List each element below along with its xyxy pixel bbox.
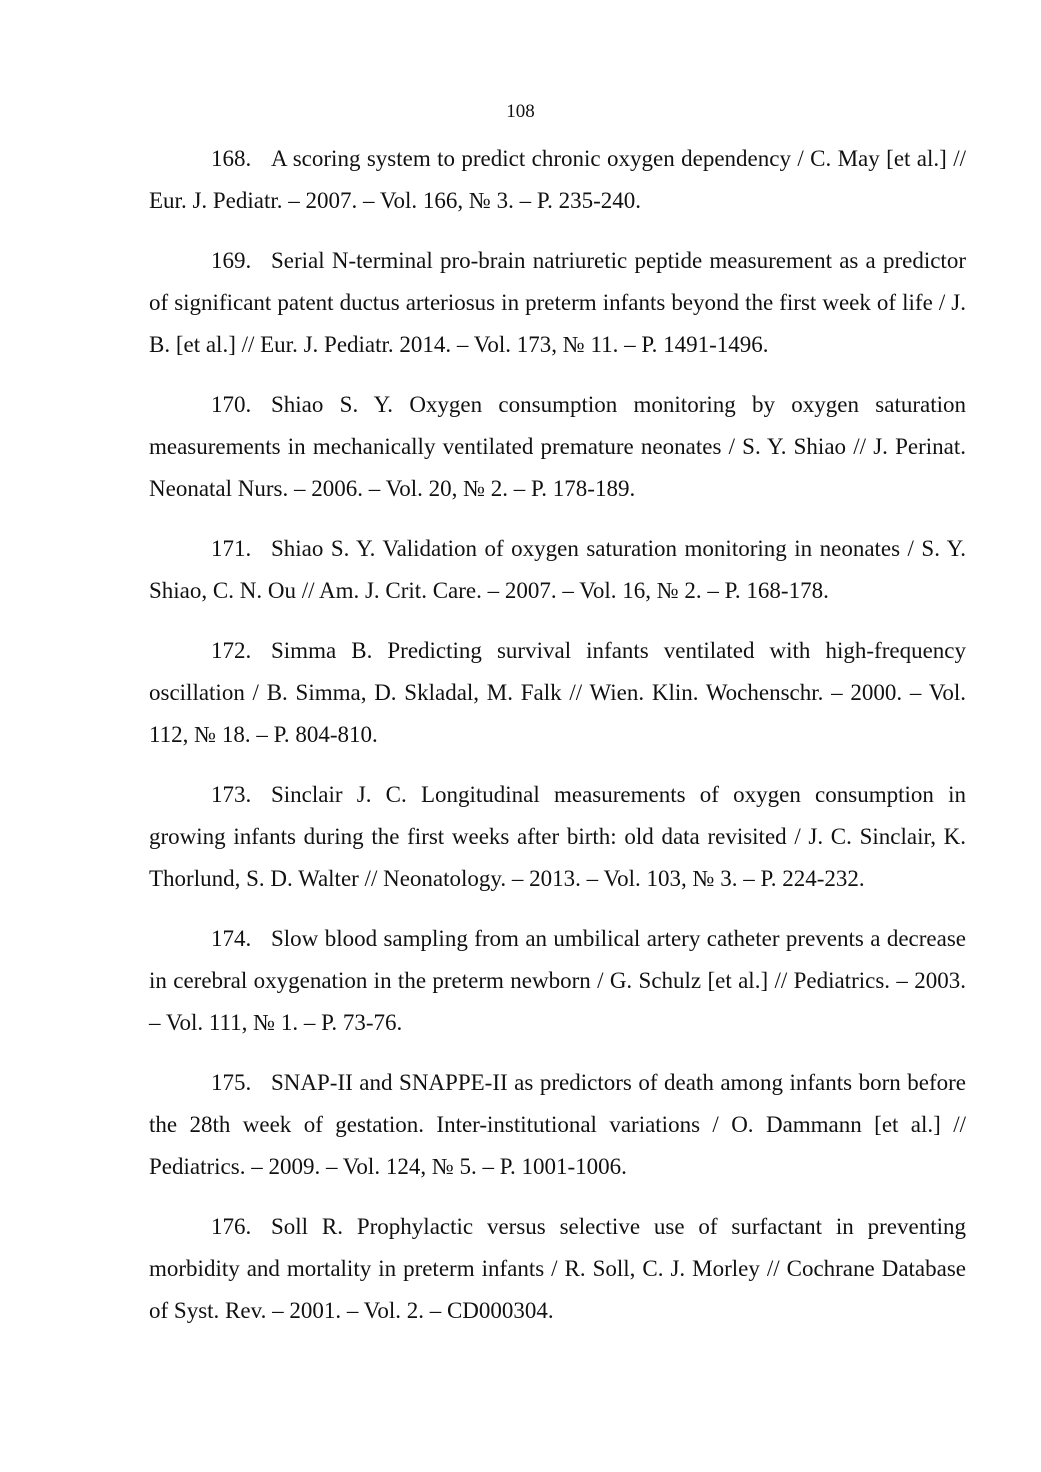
reference-number: 169. xyxy=(211,248,252,273)
reference-number: 175. xyxy=(211,1070,252,1095)
reference-entry xyxy=(149,918,966,1044)
reference-list xyxy=(149,138,966,1350)
page-number: 108 xyxy=(506,101,535,122)
reference-entry xyxy=(149,774,966,900)
reference-number: 174. xyxy=(211,926,252,951)
reference-number: 173. xyxy=(211,782,252,807)
reference-entry xyxy=(149,1206,966,1332)
reference-entry xyxy=(149,1062,966,1188)
reference-text: SNAP-II and SNAPPE-II as predictors of death among infants born before the 28th week of gestation. Inter-institutional variations / O. Dammann [et al.] // Pediatrics. – 2009. – Vol. 124, № 5. – P. 1001-1006. xyxy=(149,1070,966,1179)
reference-text: Soll R. Prophylactic versus selective use of surfactant in preventing morbidity and mortality in preterm infants / R. Soll, C. J. Morley // Cochrane Database of Syst. Rev. – 2001. – Vol. 2. – CD000304. xyxy=(149,1214,966,1323)
reference-text: Sinclair J. C. Longitudinal measurements of oxygen consumption in growing infants during the first weeks after birth: old data revisited / J. C. Sinclair, K. Thorlund, S. D. Walter // Neonatology. – 2013. – Vol. 103, № 3. – P. 224-232. xyxy=(149,782,966,891)
reference-number: 176. xyxy=(211,1214,252,1239)
reference-number: 172. xyxy=(211,638,252,663)
reference-number: 171. xyxy=(211,536,252,561)
reference-entry xyxy=(149,138,966,222)
reference-entry xyxy=(149,384,966,510)
reference-entry xyxy=(149,240,966,366)
reference-text: Slow blood sampling from an umbilical artery catheter prevents a decrease in cerebral oxygenation in the preterm newborn / G. Schulz [et al.] // Pediatrics. – 2003. – Vol. 111, № 1. – P. 73-76. xyxy=(149,926,966,1035)
reference-entry xyxy=(149,630,966,756)
reference-entry xyxy=(149,528,966,612)
reference-text: Serial N-terminal pro-brain natriuretic peptide measurement as a predictor of significant patent ductus arteriosus in preterm infants beyond the first week of life / J. B. [et al.] // Eur. J. Pediatr. 2014. – Vol. 173, № 11. – P. 1491-1496. xyxy=(149,248,966,357)
reference-text: Simma B. Predicting survival infants ventilated with high-frequency oscillation / B. Simma, D. Skladal, M. Falk // Wien. Klin. Wochenschr. – 2000. – Vol. 112, № 18. – P. 804-810. xyxy=(149,638,966,747)
reference-text: Shiao S. Y. Oxygen consumption monitoring by oxygen saturation measurements in mechanically ventilated premature neonates / S. Y. Shiao // J. Perinat. Neonatal Nurs. – 2006. – Vol. 20, № 2. – P. 178-189. xyxy=(149,392,966,501)
reference-text: A scoring system to predict chronic oxygen dependency / C. May [et al.] // Eur. J. Pediatr. – 2007. – Vol. 166, № 3. – P. 235-240. xyxy=(149,146,966,213)
reference-number: 170. xyxy=(211,392,252,417)
reference-number: 168. xyxy=(211,146,252,171)
reference-text: Shiao S. Y. Validation of oxygen saturation monitoring in neonates / S. Y. Shiao, C. N. Ou // Am. J. Crit. Care. – 2007. – Vol. 16, № 2. – P. 168-178. xyxy=(149,536,966,603)
